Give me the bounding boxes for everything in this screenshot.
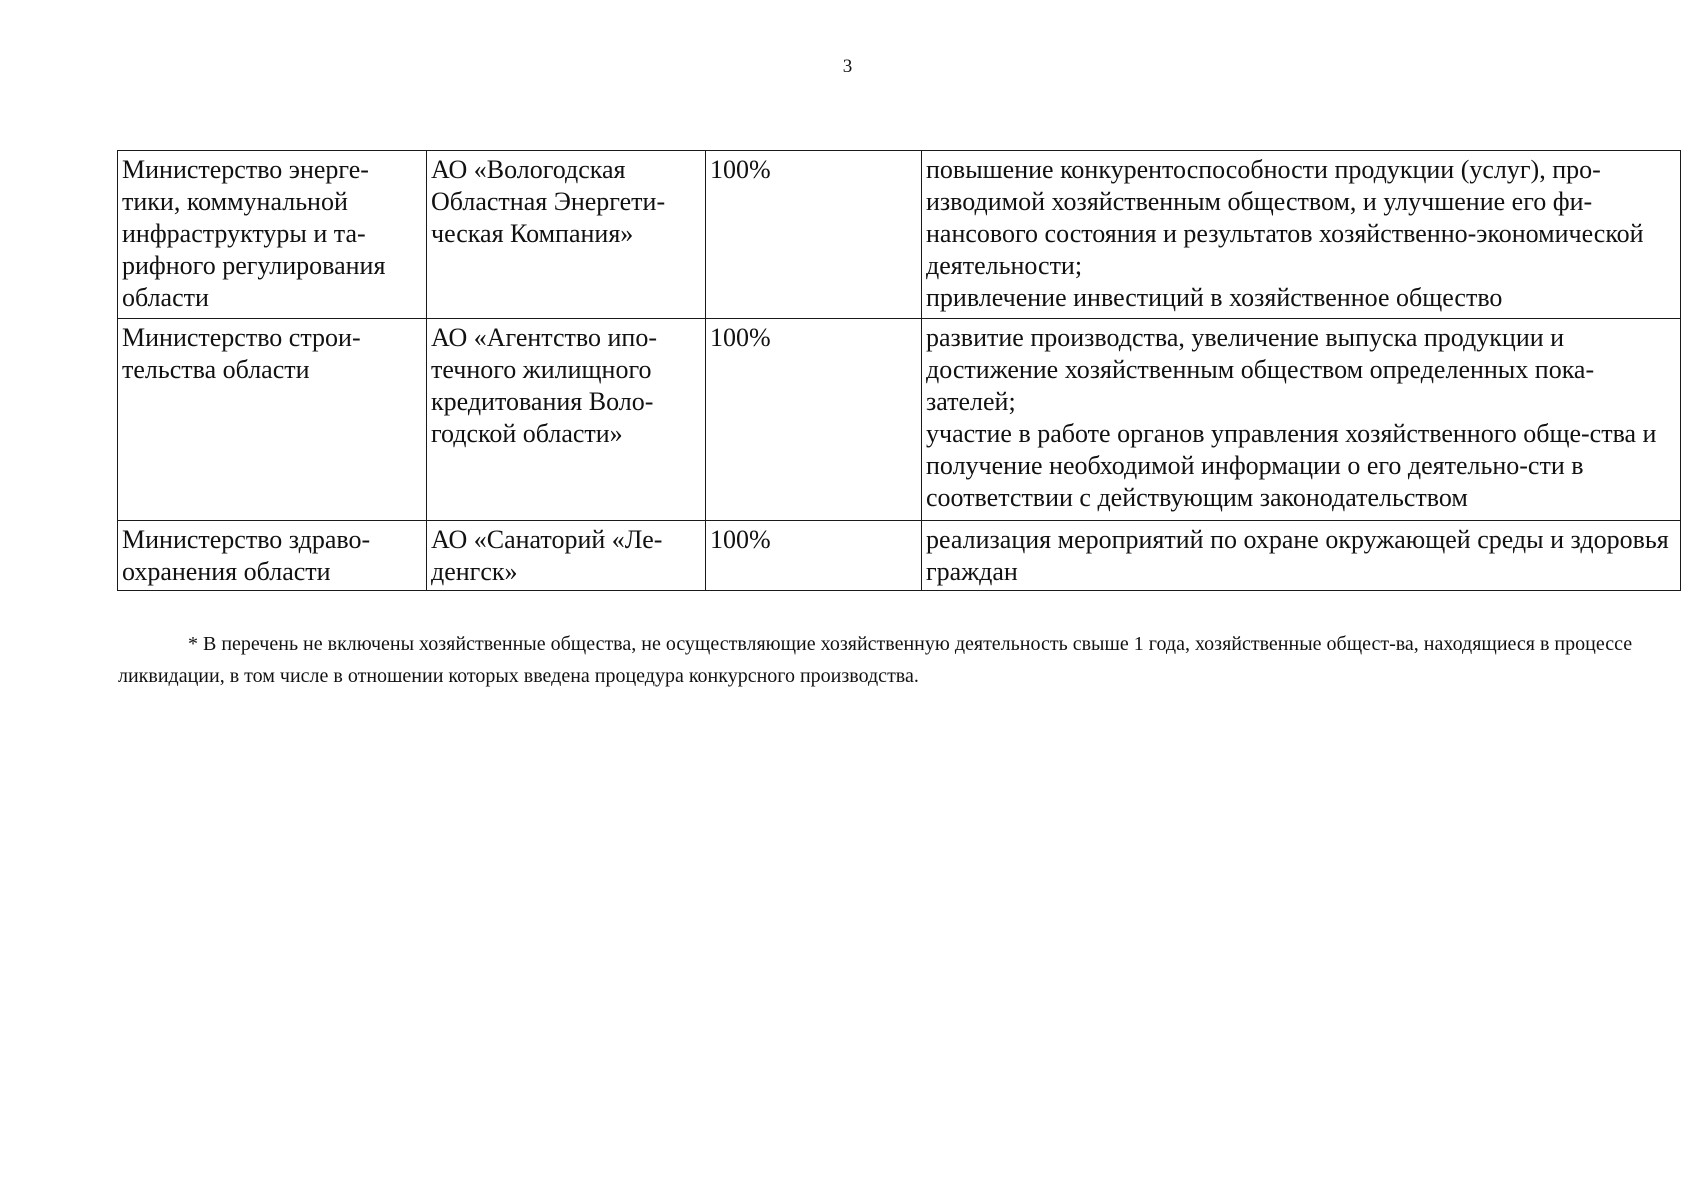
goals-cell xyxy=(922,151,1681,319)
goal-item: развитие производства, увеличение выпуска продукции и достижение хозяйственным обществом определенных пока-зателей; xyxy=(926,323,1595,416)
goal-item: участие в работе органов управления хозяйственного обще-ства и получение необходимой информации о его деятельно-сти в соответствии с действующим законодательством xyxy=(926,419,1657,512)
share-cell: 100% xyxy=(706,521,922,591)
share-cell: 100% xyxy=(706,151,922,319)
goal-item: повышение конкурентоспособности продукции (услуг), про-изводимой хозяйственным обществом, и улучшение его фи-нансового состояния и результатов хозяйственно-экономической деятельности; xyxy=(926,155,1644,280)
ownership-table xyxy=(117,150,1681,591)
ministry-cell: Министерство здраво-охранения области xyxy=(118,521,427,591)
company-cell: АО «Санаторий «Ле-денгск» xyxy=(427,521,706,591)
ministry-cell: Министерство энерге-тики, коммунальной инфраструктуры и та-рифного регулирования области xyxy=(118,151,427,319)
goal-item: реализация мероприятий по охране окружающей среды и здоровья граждан xyxy=(926,525,1669,586)
table-row xyxy=(118,319,1681,521)
goal-item: привлечение инвестиций в хозяйственное общество xyxy=(926,283,1503,312)
page-number: 3 xyxy=(842,56,853,77)
ministry-cell: Министерство строи-тельства области xyxy=(118,319,427,521)
table-row xyxy=(118,151,1681,319)
table-row xyxy=(118,521,1681,591)
company-cell: АО «Агентство ипо-течного жилищного кредитования Воло-годской области» xyxy=(427,319,706,521)
goals-cell xyxy=(922,319,1681,521)
company-cell: АО «Вологодская Областная Энергети-ческая Компания» xyxy=(427,151,706,319)
footnote: * В перечень не включены хозяйственные общества, не осуществляющие хозяйственную деятельность свыше 1 года, хозяйственные общест-ва, находящиеся в процессе ликвидации, в том числе в отношении которых введена процедура конкурсного производства. xyxy=(118,633,1633,687)
goals-cell xyxy=(922,521,1681,591)
share-cell: 100% xyxy=(706,319,922,521)
